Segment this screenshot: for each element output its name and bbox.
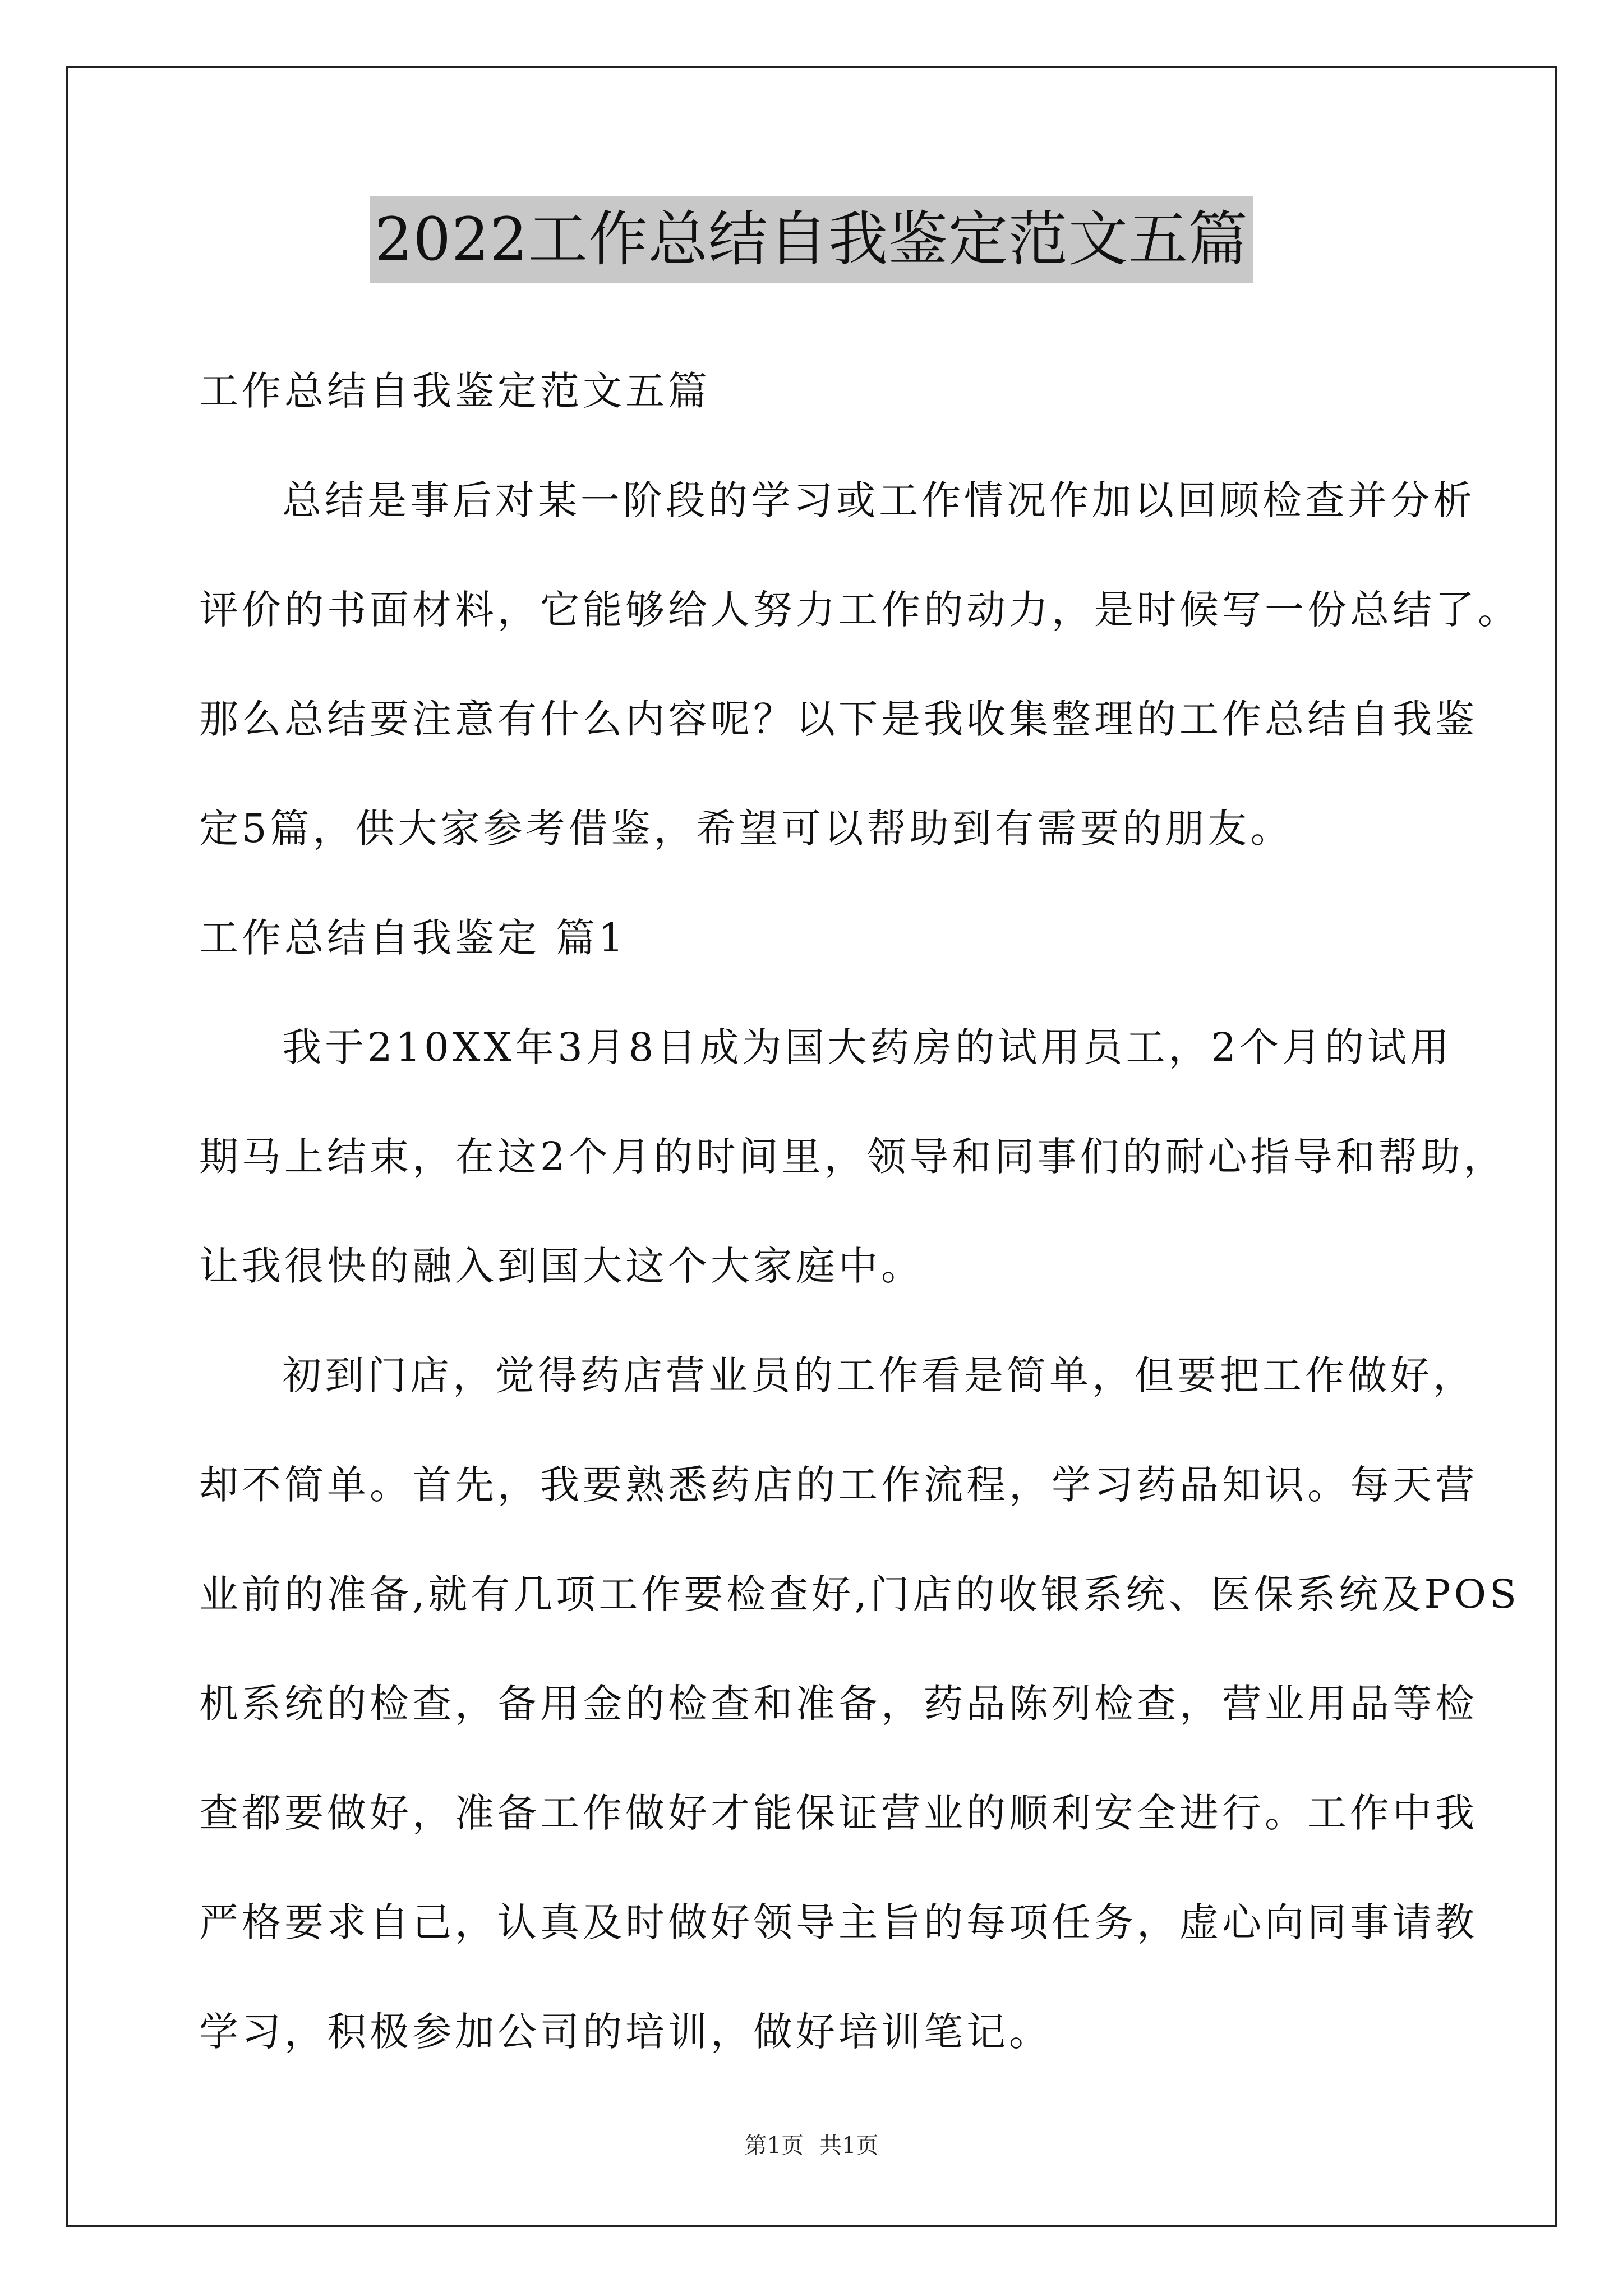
body-line: 却不简单。首先，我要熟悉药店的工作流程，学习药品知识。每天营 xyxy=(199,1462,1478,1508)
body-line: 总结是事后对某一阶段的学习或工作情况作加以回顾检查并分析 xyxy=(282,477,1476,523)
section-heading: 工作总结自我鉴定 篇1 xyxy=(199,915,627,961)
body-line: 查都要做好，准备工作做好才能保证营业的顺利安全进行。工作中我 xyxy=(199,1790,1478,1836)
document-body xyxy=(199,337,1520,2087)
body-line: 定5篇，供大家参考借鉴，希望可以帮助到有需要的朋友。 xyxy=(199,806,1293,852)
title-wrap xyxy=(0,196,1623,283)
body-line: 学习，积极参加公司的培训，做好培训笔记。 xyxy=(199,2009,1052,2055)
body-line: 让我很快的融入到国大这个大家庭中。 xyxy=(199,1243,924,1289)
body-line: 业前的准备,就有几项工作要检查好,门店的收银系统、医保系统及POS xyxy=(199,1571,1520,1617)
body-line: 初到门店，觉得药店营业员的工作看是简单，但要把工作做好， xyxy=(282,1352,1476,1398)
body-line: 期马上结束，在这2个月的时间里，领导和同事们的耐心指导和帮助， xyxy=(199,1134,1506,1180)
page-footer xyxy=(0,2129,1623,2162)
body-line: 我于210XX年3月8日成为国大药房的试用员工，2个月的试用 xyxy=(282,1024,1453,1070)
heading-line: 工作总结自我鉴定范文五篇 xyxy=(199,368,711,414)
body-line: 评价的书面材料，它能够给人努力工作的动力，是时候写一份总结了。 xyxy=(199,587,1520,633)
body-line: 那么总结要注意有什么内容呢？以下是我收集整理的工作总结自我鉴 xyxy=(199,696,1478,742)
document-title: 2022工作总结自我鉴定范文五篇 xyxy=(370,196,1253,283)
page-total: 共1页 xyxy=(819,2133,879,2159)
body-line: 机系统的检查，备用金的检查和准备，药品陈列检查，营业用品等检 xyxy=(199,1681,1478,1727)
body-line: 严格要求自己，认真及时做好领导主旨的每项任务，虚心向同事请教 xyxy=(199,1899,1478,1945)
page-number: 第1页 xyxy=(744,2133,804,2159)
